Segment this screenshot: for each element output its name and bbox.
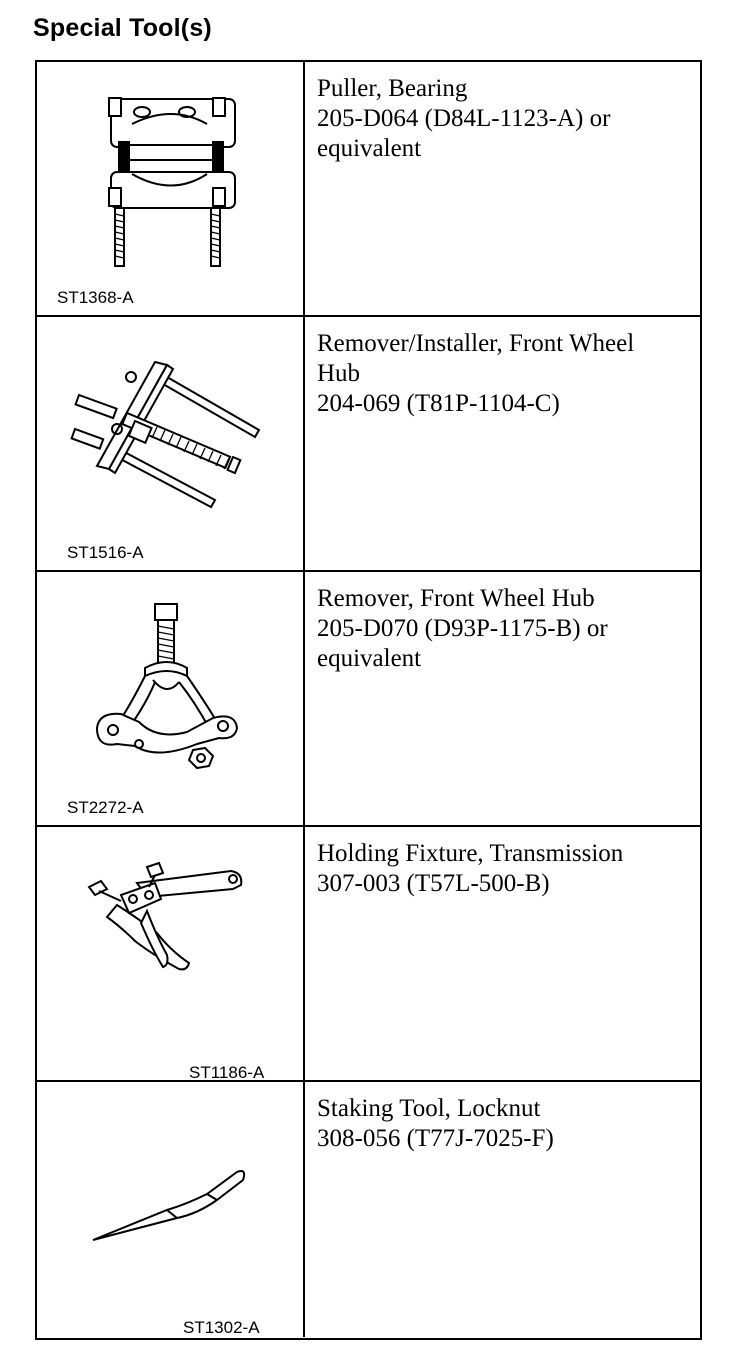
tool-code: ST1186-A — [189, 1063, 265, 1082]
tool-part-number: 205-D070 (D93P-1175-B) or — [317, 615, 608, 642]
tool-name: Remover/Installer, Front Wheel — [317, 330, 635, 357]
tool-description — [317, 584, 697, 674]
tool-name: Staking Tool, Locknut — [317, 1095, 541, 1122]
tool-image-cell — [37, 572, 305, 825]
tool-code: ST1302-A — [183, 1318, 260, 1337]
tool-part-number: 307-003 (T57L-500-B) — [317, 870, 550, 897]
tool-name-continued: Hub — [317, 360, 361, 387]
tool-image-cell — [37, 62, 305, 315]
table-row — [37, 62, 700, 317]
tool-image-cell — [37, 317, 305, 570]
page-title: Special Tool(s) — [33, 14, 212, 42]
tool-code: ST2272-A — [67, 798, 144, 817]
hub-remover-installer-icon — [37, 317, 303, 570]
tool-note: equivalent — [317, 135, 422, 162]
tool-description — [317, 839, 697, 899]
hub-remover-icon — [37, 572, 303, 825]
tool-part-number: 204-069 (T81P-1104-C) — [317, 390, 560, 417]
tool-name: Holding Fixture, Transmission — [317, 840, 624, 867]
tool-name: Remover, Front Wheel Hub — [317, 585, 595, 612]
holding-fixture-icon — [37, 827, 303, 1080]
bearing-puller-icon — [37, 62, 303, 315]
special-tools-table — [35, 60, 702, 1340]
tool-code: ST1368-A — [57, 288, 134, 307]
table-row — [37, 827, 700, 1082]
table-row — [37, 572, 700, 827]
tool-code: ST1516-A — [67, 543, 144, 562]
staking-tool-icon — [37, 1082, 303, 1335]
tool-image-cell — [37, 1082, 305, 1337]
table-row — [37, 1082, 700, 1337]
tool-image-cell — [37, 827, 305, 1080]
tool-description — [317, 1094, 697, 1154]
tool-part-number: 205-D064 (D84L-1123-A) or — [317, 105, 611, 132]
tool-note: equivalent — [317, 645, 422, 672]
tool-name: Puller, Bearing — [317, 75, 468, 102]
tool-part-number: 308-056 (T77J-7025-F) — [317, 1125, 554, 1152]
tool-description — [317, 329, 697, 419]
tool-description — [317, 74, 697, 164]
table-row — [37, 317, 700, 572]
